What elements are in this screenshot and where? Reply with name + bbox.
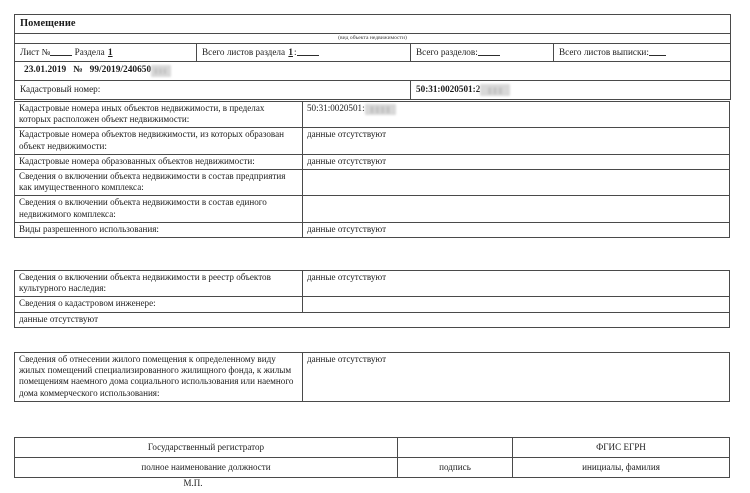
total-sheets-of-section-label: Всего листов раздела [202,47,286,57]
info-label-2: Кадастровые номера образованных объектов недвижимости: [15,154,303,169]
info-table [14,101,730,238]
date-number-cell [15,62,731,81]
housing-label: Сведения об отнесении жилого помещения к определенному виду жилых помещений специализированного жилищного фонда, к жилым помещениям наемного дома социального использования или наемного дома коммерческого использования: [15,353,303,402]
total-sheets-of-section-suffix: : [293,47,297,57]
info-value-0 [303,102,730,128]
cadastral-number-value: 50:31:0020501:2 [416,84,481,94]
stamp-note: М.П. [183,478,203,488]
header-block [14,14,730,100]
registrar-title: Государственный регистратор [15,438,398,458]
total-sheets-of-section-number: 1 [288,47,293,57]
info-label-5: Виды разрешенного использования: [15,222,303,237]
number-sign: № [73,65,83,75]
total-sheets-of-section-blank[interactable] [297,46,319,56]
table-row [15,312,730,327]
info-value-0-text: 50:31:0020501: [307,103,365,113]
page-title: Помещение [15,15,731,34]
housing-classification-table [14,352,730,402]
info-value-5: данные отсутствуют [303,222,730,237]
cadastral-number-value-cell [411,81,731,100]
engineer-value [303,297,730,312]
name-caption: инициалы, фамилия [513,458,730,478]
table-row [15,154,730,169]
info-value-0-redaction: ▮▮▮▮ [365,104,396,115]
housing-classification-block [14,352,730,402]
heritage-engineer-block [14,270,730,328]
total-sheets-cell [554,44,731,62]
table-row [15,271,730,297]
document-number: 99/2019/240650 [89,65,152,75]
housing-value: данные отсутствуют [303,353,730,402]
table-row [15,222,730,237]
info-value-1: данные отсутствуют [303,128,730,154]
section-number-value: 1 [107,47,113,57]
total-sections-label: Всего разделов: [416,47,478,57]
cadastral-number-redaction: ▮▮▮ [480,84,510,96]
date-number-row [15,62,731,81]
info-label-3: Сведения о включении объекта недвижимости в состав предприятия как имущественного комплекса: [15,170,303,196]
sheet-number-cell [15,44,197,62]
table-row [15,128,730,154]
info-block [14,101,730,238]
table-row [15,353,730,402]
section-word-label: Раздела [74,47,105,57]
signature-row-top [15,438,730,458]
signature-caption: подпись [398,458,513,478]
table-row [15,196,730,222]
table-row [15,297,730,312]
object-type-caption-row [15,34,731,44]
cadastral-number-row [15,81,731,100]
info-label-4: Сведения о включении объекта недвижимости в состав единого недвижимого комплекса: [15,196,303,222]
heritage-engineer-table [14,270,730,328]
info-label-1: Кадастровые номера объектов недвижимости, из которых образован объект недвижимости: [15,128,303,154]
info-value-4 [303,196,730,222]
info-value-3 [303,170,730,196]
registrar-caption: полное наименование должности [15,458,398,478]
sheet-number-blank[interactable] [50,46,72,56]
table-row [15,170,730,196]
heritage-label: Сведения о включении объекта недвижимости в реестр объектов культурного наследия: [15,271,303,297]
engineer-note: данные отсутствуют [15,312,730,327]
object-type-caption: (вид объекта недвижимости) [15,34,731,44]
signature-table [14,437,730,478]
stamp-note-wrapper [14,478,730,489]
total-sheets-of-section-cell [197,44,411,62]
info-label-0: Кадастровые номера иных объектов недвижимости, в пределах которых расположен объект недвижимости: [15,102,303,128]
info-value-2: данные отсутствуют [303,154,730,169]
signature-block [14,437,730,478]
total-sheets-label: Всего листов выписки: [559,47,649,57]
sheet-counters-row [15,44,731,62]
sheet-number-label: Лист № [20,47,51,57]
object-type-row [15,15,731,34]
heritage-value: данные отсутствуют [303,271,730,297]
total-sections-blank[interactable] [478,46,500,56]
table-row [15,102,730,128]
total-sheets-blank[interactable] [649,46,666,56]
document-number-redaction: ▮▮▮ [151,65,170,77]
system-name: ФГИС ЕГРН [513,438,730,458]
cadastral-number-label: Кадастровый номер: [15,81,411,100]
signature-area [398,438,513,458]
signature-row-captions [15,458,730,478]
engineer-label: Сведения о кадастровом инженере: [15,297,303,312]
total-sections-cell [411,44,554,62]
header-table [14,14,731,100]
document-date: 23.01.2019 [24,65,67,75]
